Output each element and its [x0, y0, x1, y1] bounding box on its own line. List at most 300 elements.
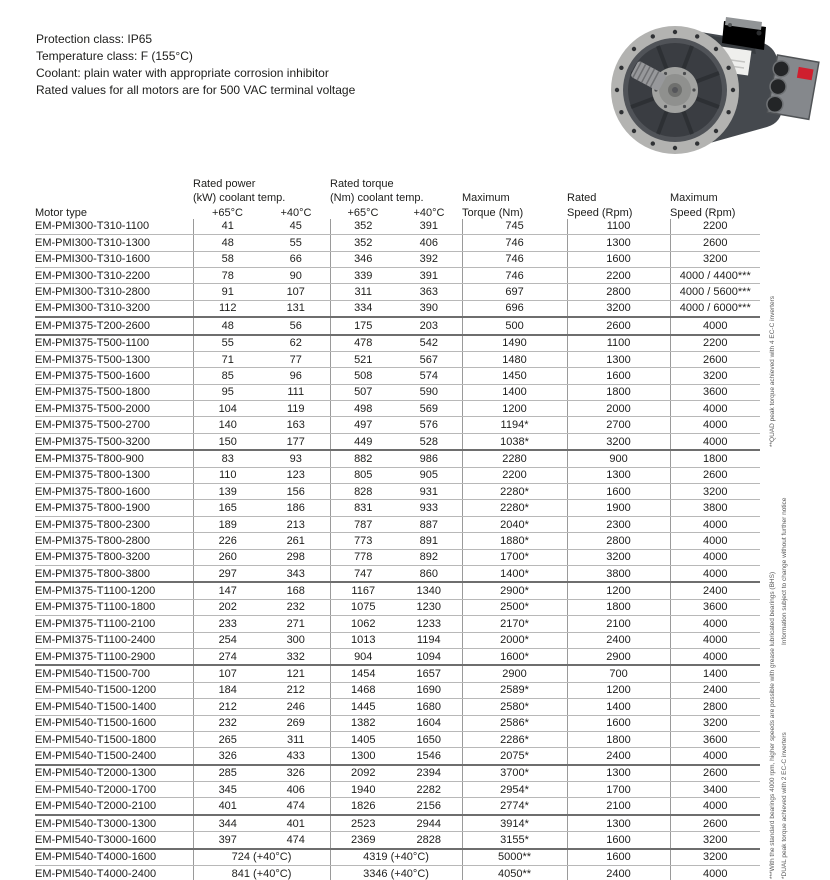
power-40-cell: 261	[262, 533, 330, 549]
torque-65-cell: 1454	[330, 665, 396, 682]
power-65-cell: 78	[193, 267, 262, 283]
torque-40-cell: 391	[396, 267, 462, 283]
motor-type-cell: EM-PMI375-T1100-1800	[35, 599, 193, 615]
max-speed-cell: 3600	[670, 384, 760, 400]
torque-40-cell: 569	[396, 401, 462, 417]
motor-type-cell: EM-PMI375-T800-1900	[35, 500, 193, 516]
table-row	[35, 450, 760, 467]
rated-speed-cell: 1300	[567, 351, 670, 367]
table-row	[35, 235, 760, 251]
rated-speed-cell: 2700	[567, 417, 670, 433]
rated-speed-cell: 1900	[567, 500, 670, 516]
power-65-cell: 212	[193, 699, 262, 715]
header-spacer	[670, 175, 760, 190]
power-65-cell: 110	[193, 467, 262, 483]
power-40-cell: 246	[262, 699, 330, 715]
max-speed-cell: 3200	[670, 832, 760, 849]
rated-values-line: Rated values for all motors are for 500 VAC terminal voltage	[36, 83, 356, 97]
max-torque-cell: 3914*	[462, 815, 567, 832]
torque-40-cell: 1604	[396, 715, 462, 731]
temperature-class-line: Temperature class: F (155°C)	[36, 49, 193, 63]
rated-speed-cell: 1700	[567, 782, 670, 798]
protection-class-line: Protection class: IP65	[36, 32, 153, 46]
rated-speed-cell: 2400	[567, 748, 670, 765]
torque-65-cell: 773	[330, 533, 396, 549]
power-40-cell: 66	[262, 251, 330, 267]
motor-type-cell: EM-PMI540-T1500-1600	[35, 715, 193, 731]
rated-speed-cell: 1600	[567, 832, 670, 849]
table-row	[35, 665, 760, 682]
power-65-cell: 254	[193, 632, 262, 648]
table-row	[35, 648, 760, 665]
power-65-cell: 95	[193, 384, 262, 400]
torque-65-cell: 831	[330, 500, 396, 516]
power-65-cell: 345	[193, 782, 262, 798]
torque-40-cell: 1546	[396, 748, 462, 765]
max-speed-cell: 4000	[670, 798, 760, 815]
max-torque-cell: 2280*	[462, 500, 567, 516]
max-speed-cell: 2800	[670, 699, 760, 715]
torque-65-cell: 2092	[330, 765, 396, 782]
torque-40-cell: 2282	[396, 782, 462, 798]
power-40-cell: 62	[262, 335, 330, 352]
max-torque-cell: 2000*	[462, 632, 567, 648]
max-torque-cell: 2589*	[462, 682, 567, 698]
table-row	[35, 765, 760, 782]
power-40-cell: 121	[262, 665, 330, 682]
power-40-cell: 123	[262, 467, 330, 483]
max-speed-cell: 2600	[670, 815, 760, 832]
max-speed-cell: 2600	[670, 467, 760, 483]
table-row	[35, 335, 760, 352]
rated-speed-cell: 2800	[567, 284, 670, 300]
power-40-cell: 163	[262, 417, 330, 433]
rated-speed-cell: 1800	[567, 731, 670, 747]
power-40-cell: 406	[262, 782, 330, 798]
power-40-cell: 96	[262, 368, 330, 384]
spec-notes	[36, 31, 355, 99]
rated-speed-cell: 1600	[567, 849, 670, 866]
max-torque-cell: 2170*	[462, 616, 567, 632]
rated-speed-cell: 2900	[567, 648, 670, 665]
rated-speed-cell: 2100	[567, 616, 670, 632]
power-65-cell: 233	[193, 616, 262, 632]
power-65-cell: 48	[193, 317, 262, 334]
rated-speed-cell: 2300	[567, 516, 670, 532]
max-torque-cell: 2900	[462, 665, 567, 682]
max-speed-cell: 4000	[670, 565, 760, 582]
table-body	[35, 219, 760, 880]
power-40-cell: 300	[262, 632, 330, 648]
motor-illustration	[596, 8, 822, 168]
motor-type-cell: EM-PMI375-T500-1100	[35, 335, 193, 352]
power-65-cell: 297	[193, 565, 262, 582]
torque-40-cell: 576	[396, 417, 462, 433]
motor-product-photo	[596, 8, 822, 168]
max-torque-cell: 746	[462, 267, 567, 283]
motor-type-cell: EM-PMI375-T500-2700	[35, 417, 193, 433]
power-65-cell: 285	[193, 765, 262, 782]
header-power-40: +40°C	[280, 206, 312, 219]
rated-speed-cell: 1400	[567, 699, 670, 715]
motor-type-cell: EM-PMI540-T3000-1300	[35, 815, 193, 832]
power-65-cell: 71	[193, 351, 262, 367]
torque-40-cell: 1230	[396, 599, 462, 615]
header-rated-speed-line2: Speed (Rpm)	[567, 206, 633, 219]
torque-65-cell: 1013	[330, 632, 396, 648]
torque-65-cell: 882	[330, 450, 396, 467]
power-40-cell: 311	[262, 731, 330, 747]
motor-type-cell: EM-PMI540-T1500-1200	[35, 682, 193, 698]
torque-65-cell: 1062	[330, 616, 396, 632]
power-65-cell: 55	[193, 335, 262, 352]
motor-type-cell: EM-PMI375-T1100-2100	[35, 616, 193, 632]
table-row	[35, 219, 760, 235]
torque-65-cell: 787	[330, 516, 396, 532]
power-65-cell: 344	[193, 815, 262, 832]
table-row	[35, 715, 760, 731]
max-speed-cell: 4000	[670, 866, 760, 880]
max-speed-cell: 3400	[670, 782, 760, 798]
max-torque-cell: 2286*	[462, 731, 567, 747]
max-torque-cell: 1038*	[462, 433, 567, 450]
power-65-cell: 41	[193, 219, 262, 235]
table-row	[35, 782, 760, 798]
header-power-65: +65°C	[211, 206, 243, 219]
max-torque-cell: 2774*	[462, 798, 567, 815]
motor-type-cell: EM-PMI540-T1500-1800	[35, 731, 193, 747]
motor-type-cell: EM-PMI375-T1100-1200	[35, 582, 193, 599]
table-row	[35, 798, 760, 815]
coolant-line: Coolant: plain water with appropriate corrosion inhibitor	[36, 66, 329, 80]
motor-type-cell: EM-PMI300-T310-2200	[35, 267, 193, 283]
power-40-cell: 474	[262, 798, 330, 815]
max-speed-cell: 4000	[670, 317, 760, 334]
motor-type-cell: EM-PMI375-T200-2600	[35, 317, 193, 334]
footnote-standard-bearings: ***With the standard bearings 4000 rpm, higher speeds are possible with grease lubricated bearings (BHS)	[769, 571, 776, 879]
torque-40-cell: 1680	[396, 699, 462, 715]
max-speed-cell: 3200	[670, 251, 760, 267]
header-power-subtitle: (kW) coolant temp.	[193, 192, 286, 205]
header-spacer	[462, 175, 567, 190]
table-row	[35, 699, 760, 715]
rated-speed-cell: 3800	[567, 565, 670, 582]
rated-speed-cell: 1600	[567, 484, 670, 500]
max-torque-cell: 2280	[462, 450, 567, 467]
torque-40-cell: 2944	[396, 815, 462, 832]
torque-40-cell: 2156	[396, 798, 462, 815]
max-torque-cell: 2500*	[462, 599, 567, 615]
motor-spec-table	[35, 175, 760, 880]
power-40-cell: 77	[262, 351, 330, 367]
max-torque-cell: 1400*	[462, 565, 567, 582]
power-65-cell: 260	[193, 549, 262, 565]
motor-type-cell: EM-PMI540-T1500-2400	[35, 748, 193, 765]
header-max-torque-line1: Maximum	[462, 192, 510, 205]
rated-speed-cell: 2600	[567, 317, 670, 334]
motor-type-cell: EM-PMI540-T1500-1400	[35, 699, 193, 715]
max-torque-cell: 1700*	[462, 549, 567, 565]
max-speed-cell: 2400	[670, 682, 760, 698]
max-speed-cell: 4000	[670, 616, 760, 632]
motor-type-cell: EM-PMI375-T800-900	[35, 450, 193, 467]
motor-type-cell: EM-PMI375-T500-3200	[35, 433, 193, 450]
table-row	[35, 682, 760, 698]
header-max-torque-line2: Torque (Nm)	[462, 206, 524, 219]
motor-type-cell: EM-PMI300-T310-2800	[35, 284, 193, 300]
motor-type-cell: EM-PMI540-T4000-2400	[35, 866, 193, 880]
header-rated-power: Rated power	[193, 177, 256, 190]
power-40-cell: 168	[262, 582, 330, 599]
torque-65-cell: 175	[330, 317, 396, 334]
torque-65-cell: 521	[330, 351, 396, 367]
max-speed-cell: 2200	[670, 219, 760, 235]
power-65-cell: 232	[193, 715, 262, 731]
torque-40-cell: 887	[396, 516, 462, 532]
torque-65-cell: 508	[330, 368, 396, 384]
max-torque-cell: 1600*	[462, 648, 567, 665]
motor-type-cell: EM-PMI300-T310-1300	[35, 235, 193, 251]
torque-65-cell: 1826	[330, 798, 396, 815]
power-65-cell: 140	[193, 417, 262, 433]
torque-40-cell: 986	[396, 450, 462, 467]
torque-40-cell: 392	[396, 251, 462, 267]
rated-speed-cell: 3200	[567, 300, 670, 317]
power-65-cell: 147	[193, 582, 262, 599]
max-speed-cell: 4000	[670, 417, 760, 433]
power-span-cell: 841 (+40°C)	[193, 866, 330, 880]
power-40-cell: 111	[262, 384, 330, 400]
torque-40-cell: 2394	[396, 765, 462, 782]
max-torque-cell: 2280*	[462, 484, 567, 500]
table-row	[35, 748, 760, 765]
motor-type-cell: EM-PMI375-T800-1600	[35, 484, 193, 500]
motor-type-cell: EM-PMI540-T1500-700	[35, 665, 193, 682]
power-span-cell: 724 (+40°C)	[193, 849, 330, 866]
motor-type-cell: EM-PMI375-T800-2800	[35, 533, 193, 549]
torque-65-cell: 478	[330, 335, 396, 352]
power-40-cell: 56	[262, 317, 330, 334]
power-65-cell: 150	[193, 433, 262, 450]
torque-65-cell: 1468	[330, 682, 396, 698]
rated-speed-cell: 2400	[567, 866, 670, 880]
torque-40-cell: 590	[396, 384, 462, 400]
torque-65-cell: 2369	[330, 832, 396, 849]
table-row	[35, 484, 760, 500]
power-65-cell: 189	[193, 516, 262, 532]
max-speed-cell: 4000	[670, 748, 760, 765]
torque-40-cell: 891	[396, 533, 462, 549]
torque-65-cell: 1940	[330, 782, 396, 798]
max-torque-cell: 1194*	[462, 417, 567, 433]
rated-speed-cell: 2200	[567, 267, 670, 283]
max-torque-cell: 746	[462, 251, 567, 267]
power-40-cell: 271	[262, 616, 330, 632]
torque-65-cell: 1300	[330, 748, 396, 765]
torque-40-cell: 406	[396, 235, 462, 251]
max-torque-cell: 2954*	[462, 782, 567, 798]
power-65-cell: 397	[193, 832, 262, 849]
torque-40-cell: 1094	[396, 648, 462, 665]
torque-span-cell: 3346 (+40°C)	[330, 866, 462, 880]
torque-65-cell: 2523	[330, 815, 396, 832]
max-torque-cell: 5000**	[462, 849, 567, 866]
torque-65-cell: 339	[330, 267, 396, 283]
motor-type-cell: EM-PMI375-T800-2300	[35, 516, 193, 532]
max-torque-cell: 4050**	[462, 866, 567, 880]
torque-65-cell: 352	[330, 235, 396, 251]
rated-speed-cell: 1300	[567, 467, 670, 483]
power-65-cell: 85	[193, 368, 262, 384]
rated-speed-cell: 2400	[567, 632, 670, 648]
torque-65-cell: 747	[330, 565, 396, 582]
torque-65-cell: 778	[330, 549, 396, 565]
motor-type-cell: EM-PMI375-T1100-2900	[35, 648, 193, 665]
max-speed-cell: 4000	[670, 401, 760, 417]
power-65-cell: 83	[193, 450, 262, 467]
power-65-cell: 226	[193, 533, 262, 549]
max-torque-cell: 746	[462, 235, 567, 251]
max-torque-cell: 2580*	[462, 699, 567, 715]
power-65-cell: 48	[193, 235, 262, 251]
footnote-quad-torque: **QUAD peak torque achieved with 4 EC-C inverters	[769, 295, 776, 447]
torque-40-cell: 860	[396, 565, 462, 582]
torque-40-cell: 390	[396, 300, 462, 317]
torque-40-cell: 933	[396, 500, 462, 516]
torque-65-cell: 805	[330, 467, 396, 483]
power-40-cell: 213	[262, 516, 330, 532]
rated-speed-cell: 2100	[567, 798, 670, 815]
max-speed-cell: 2200	[670, 335, 760, 352]
rated-speed-cell: 3200	[567, 433, 670, 450]
max-torque-cell: 3700*	[462, 765, 567, 782]
power-40-cell: 326	[262, 765, 330, 782]
table-row	[35, 384, 760, 400]
table-row	[35, 832, 760, 849]
torque-65-cell: 1445	[330, 699, 396, 715]
max-torque-cell: 1480	[462, 351, 567, 367]
torque-40-cell: 574	[396, 368, 462, 384]
rated-speed-cell: 2000	[567, 401, 670, 417]
motor-type-cell: EM-PMI300-T310-1100	[35, 219, 193, 235]
torque-40-cell: 203	[396, 317, 462, 334]
table-row	[35, 300, 760, 317]
torque-40-cell: 1657	[396, 665, 462, 682]
max-torque-cell: 2075*	[462, 748, 567, 765]
power-40-cell: 156	[262, 484, 330, 500]
max-torque-cell: 1880*	[462, 533, 567, 549]
rated-speed-cell: 1800	[567, 384, 670, 400]
rated-speed-cell: 3200	[567, 549, 670, 565]
motor-type-cell: EM-PMI375-T500-1800	[35, 384, 193, 400]
header-max-speed-line2: Speed (Rpm)	[670, 206, 736, 219]
table-row	[35, 500, 760, 516]
max-torque-cell: 1200	[462, 401, 567, 417]
power-40-cell: 90	[262, 267, 330, 283]
max-speed-cell: 3600	[670, 599, 760, 615]
power-40-cell: 343	[262, 565, 330, 582]
max-speed-cell: 4000	[670, 549, 760, 565]
table-row	[35, 516, 760, 532]
footnote-dual-torque: *DUAL peak torque achieved with 2 EC-C inverters	[781, 732, 788, 879]
table-row	[35, 351, 760, 367]
max-torque-cell: 696	[462, 300, 567, 317]
motor-type-cell: EM-PMI300-T310-3200	[35, 300, 193, 317]
power-65-cell: 58	[193, 251, 262, 267]
max-speed-cell: 4000 / 6000***	[670, 300, 760, 317]
power-65-cell: 139	[193, 484, 262, 500]
table-row	[35, 284, 760, 300]
power-40-cell: 232	[262, 599, 330, 615]
power-65-cell: 265	[193, 731, 262, 747]
table-row	[35, 368, 760, 384]
table-header	[35, 175, 760, 219]
motor-type-cell: EM-PMI375-T1100-2400	[35, 632, 193, 648]
max-torque-cell: 2900*	[462, 582, 567, 599]
motor-type-cell: EM-PMI375-T800-1300	[35, 467, 193, 483]
table-row	[35, 317, 760, 334]
max-torque-cell: 3155*	[462, 832, 567, 849]
torque-40-cell: 542	[396, 335, 462, 352]
power-40-cell: 55	[262, 235, 330, 251]
table-row	[35, 815, 760, 832]
power-65-cell: 274	[193, 648, 262, 665]
max-speed-cell: 4000	[670, 533, 760, 549]
max-speed-cell: 2600	[670, 351, 760, 367]
max-speed-cell: 3200	[670, 849, 760, 866]
max-torque-cell: 1400	[462, 384, 567, 400]
rated-speed-cell: 1300	[567, 235, 670, 251]
power-40-cell: 269	[262, 715, 330, 731]
table-row	[35, 866, 760, 880]
torque-40-cell: 567	[396, 351, 462, 367]
rated-speed-cell: 1600	[567, 251, 670, 267]
max-speed-cell: 3600	[670, 731, 760, 747]
rated-speed-cell: 1800	[567, 599, 670, 615]
max-torque-cell: 2200	[462, 467, 567, 483]
header-max-speed-line1: Maximum	[670, 192, 718, 205]
max-speed-cell: 3200	[670, 715, 760, 731]
torque-65-cell: 449	[330, 433, 396, 450]
table-row	[35, 533, 760, 549]
motor-type-cell: EM-PMI375-T500-2000	[35, 401, 193, 417]
table-row	[35, 565, 760, 582]
torque-40-cell: 1340	[396, 582, 462, 599]
torque-40-cell: 363	[396, 284, 462, 300]
table-row	[35, 582, 760, 599]
torque-40-cell: 931	[396, 484, 462, 500]
motor-type-cell: EM-PMI540-T3000-1600	[35, 832, 193, 849]
table-row	[35, 251, 760, 267]
motor-type-cell: EM-PMI540-T2000-1700	[35, 782, 193, 798]
power-40-cell: 45	[262, 219, 330, 235]
power-40-cell: 433	[262, 748, 330, 765]
max-torque-cell: 1450	[462, 368, 567, 384]
max-speed-cell: 4000	[670, 433, 760, 450]
motor-type-cell: EM-PMI540-T2000-2100	[35, 798, 193, 815]
torque-65-cell: 352	[330, 219, 396, 235]
table-row	[35, 616, 760, 632]
torque-65-cell: 1382	[330, 715, 396, 731]
power-40-cell: 131	[262, 300, 330, 317]
power-65-cell: 112	[193, 300, 262, 317]
rated-speed-cell: 1600	[567, 368, 670, 384]
torque-40-cell: 1650	[396, 731, 462, 747]
torque-65-cell: 904	[330, 648, 396, 665]
power-65-cell: 202	[193, 599, 262, 615]
max-speed-cell: 3200	[670, 368, 760, 384]
table-row	[35, 549, 760, 565]
